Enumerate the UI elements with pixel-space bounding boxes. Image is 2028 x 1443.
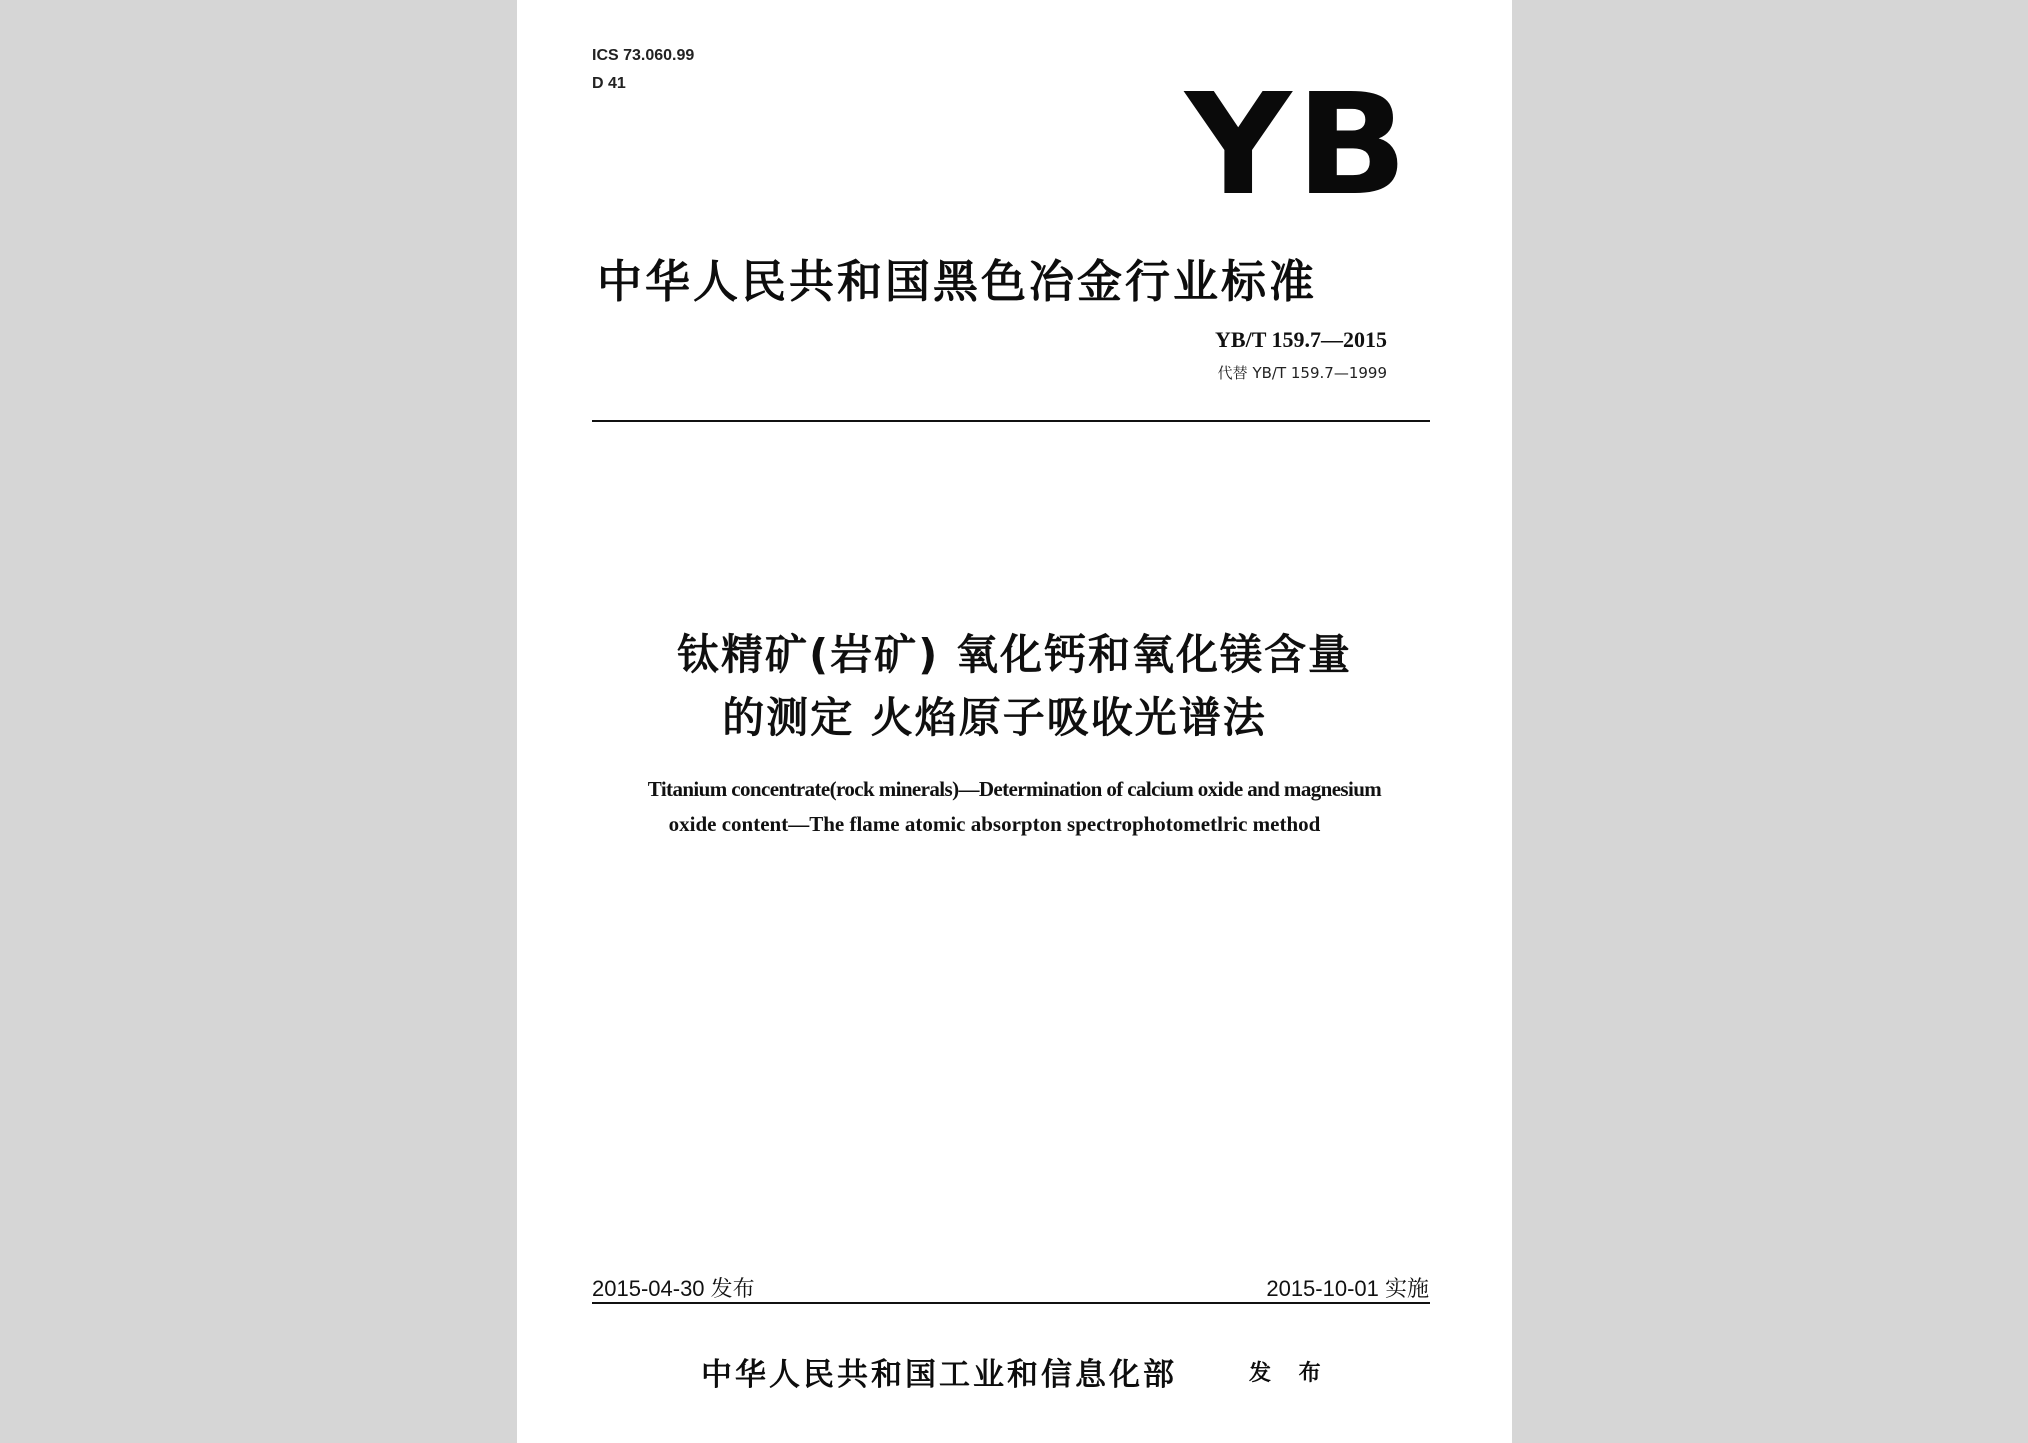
- bottom-divider: [592, 1302, 1430, 1304]
- english-title-line-1: Titanium concentrate(rock minerals)—Determination of calcium oxide and magnesium: [647, 777, 1382, 801]
- yb-logo: YB: [1185, 64, 1412, 227]
- classification-code: D 41: [592, 75, 626, 92]
- implementation-date: 2015-10-01 实施: [1266, 1276, 1429, 1301]
- standard-body-title: 中华人民共和国黑色冶金行业标准: [597, 255, 1318, 308]
- top-divider: [592, 420, 1430, 422]
- issuing-authority: 中华人民共和国工业和信息化部: [701, 1357, 1177, 1393]
- issue-label: 发 布: [1249, 1361, 1331, 1386]
- english-title-line-2: oxide content—The flame atomic absorpton spectrophotometlric method: [668, 812, 1321, 836]
- standard-number: YB/T 159.7—2015: [1215, 327, 1387, 352]
- ics-code: ICS 73.060.99: [592, 47, 695, 64]
- chinese-title-line-1: 钛精矿(岩矿) 氧化钙和氧化镁含量: [676, 630, 1352, 679]
- document-page: [517, 0, 1512, 1443]
- chinese-title-line-2: 的测定 火焰原子吸收光谱法: [722, 693, 1267, 742]
- issue-date: 2015-04-30 发布: [592, 1276, 755, 1301]
- replaces-note: 代替 YB/T 159.7—1999: [1217, 364, 1387, 382]
